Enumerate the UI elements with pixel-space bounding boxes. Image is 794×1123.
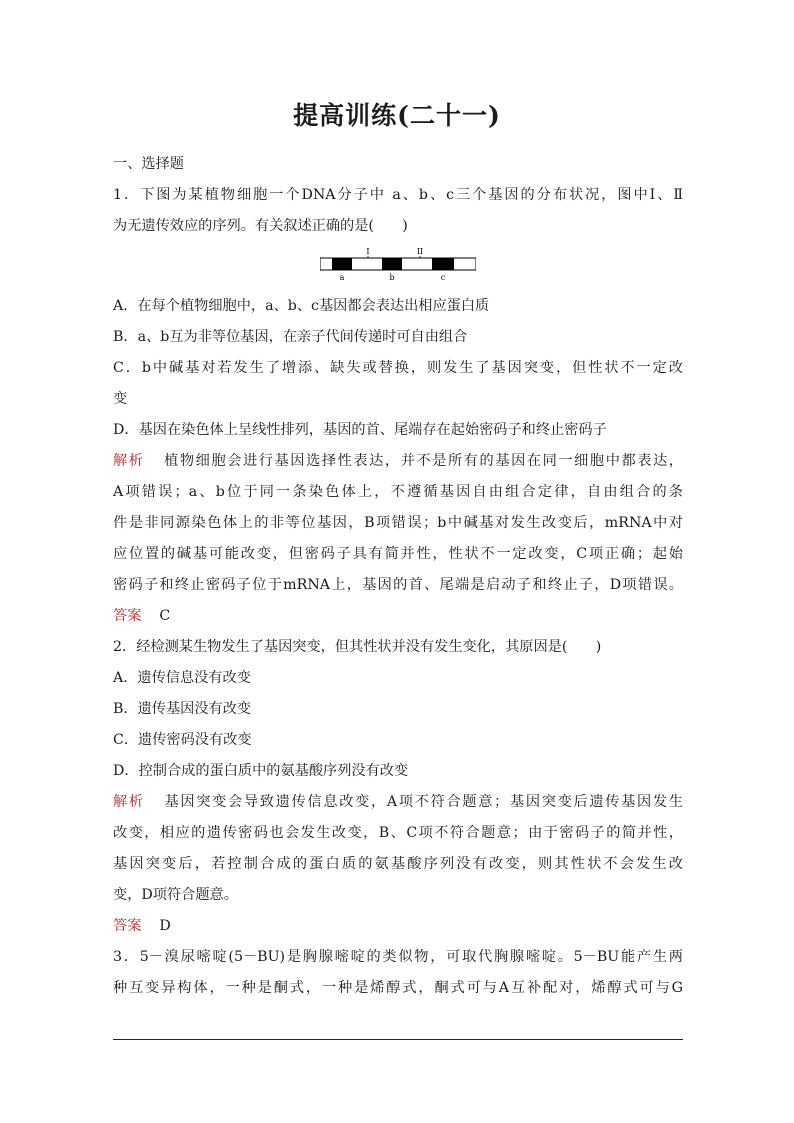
q2-answer-line [113,916,683,936]
q2-analysis-line-1 [113,792,683,812]
q2-option-a: A．遗传信息没有改变 [113,670,251,686]
q1-analysis-line-3: 件是非同源染色体上的非等位基因，B项错误；b中碱基对发生改变后，mRNA中对 [113,515,683,531]
q3-line-2: 种互变异构体，一种是酮式，一种是烯醇式，酮式可与A互补配对，烯醇式可与G [113,980,683,996]
label-c: c [440,273,446,282]
gene-c-block [432,258,454,270]
q2-analysis-label: 解析 [113,794,145,810]
q1-option-c-line-1: C．b中碱基对若发生了增添、缺失或替换，则发生了基因突变，但性状不一定改 [113,360,683,376]
dna-gene-diagram [320,246,476,282]
q1-option-c-line-2: 变 [113,391,128,407]
q1-option-a: A．在每个植物细胞中，a、b、c基因都会表达出相应蛋白质 [113,298,490,314]
label-II: II [416,247,424,256]
label-a: a [339,273,345,282]
q2-analysis-text-1: 基因突变会导致遗传信息改变，A项不符合题意；基因突变后遗传基因发生 [162,794,683,810]
q2-analysis-line-4: 变，D项符合题意。 [113,887,238,903]
section-heading: 一、选择题 [113,156,184,172]
label-I: I [366,247,370,256]
q2-option-d: D．控制合成的蛋白质中的氨基酸序列没有改变 [113,763,409,779]
label-b: b [389,273,395,282]
page-title: 提高训练(二十一) [293,101,501,130]
q2-analysis-line-3: 基因突变后，若控制合成的蛋白质的氨基酸序列没有改变，则其性状不会发生改 [113,856,683,872]
q2-option-b: B．遗传基因没有改变 [113,701,252,717]
q1-answer-label: 答案 [113,608,142,624]
gene-a-block [332,258,352,270]
q1-answer-value: C [159,608,171,624]
footer-divider [113,1039,683,1040]
q3-line-1: 3．5－溴尿嘧啶(5－BU)是胸腺嘧啶的类似物，可取代胸腺嘧啶。5－BU能产生两 [113,949,683,965]
q2-analysis-line-2: 改变，相应的遗传密码也会发生改变，B、C项不符合题意；由于密码子的简并性， [113,825,683,841]
q1-analysis-line-4: 应位置的碱基可能改变，但密码子具有简并性，性状不一定改变，C项正确；起始 [113,546,683,562]
q1-analysis-text-1: 植物细胞会进行基因选择性表达，并不是所有的基因在同一细胞中都表达， [162,453,683,469]
q1-analysis-line-2: A项错误；a、b位于同一条染色体上，不遵循基因自由组合定律，自由组合的条 [113,484,683,500]
q2-option-c: C．遗传密码没有改变 [113,732,252,748]
q1-option-b: B．a、b互为非等位基因，在亲子代间传递时可自由组合 [113,329,468,345]
q1-option-d: D．基因在染色体上呈线性排列，基因的首、尾端存在起始密码子和终止密码子 [113,422,607,438]
q1-stem-line-2: 为无遗传效应的序列。有关叙述正确的是( ) [113,218,408,234]
q1-stem-line-1: 1．下图为某植物细胞一个DNA分子中 a、b、c三个基因的分布状况，图中Ⅰ、Ⅱ [113,187,683,203]
q1-analysis-label: 解析 [113,453,145,469]
q1-answer-line [113,606,683,626]
q1-analysis-line-1 [113,451,683,471]
q2-answer-value: D [159,918,171,934]
q2-stem: 2．经检测某生物发生了基因突变，但其性状并没有发生变化，其原因是( ) [113,639,602,655]
q2-answer-label: 答案 [113,918,142,934]
gene-b-block [382,258,402,270]
q1-analysis-line-5: 密码子和终止密码子位于mRNA上，基因的首、尾端是启动子和终止子，D项错误。 [113,577,683,593]
